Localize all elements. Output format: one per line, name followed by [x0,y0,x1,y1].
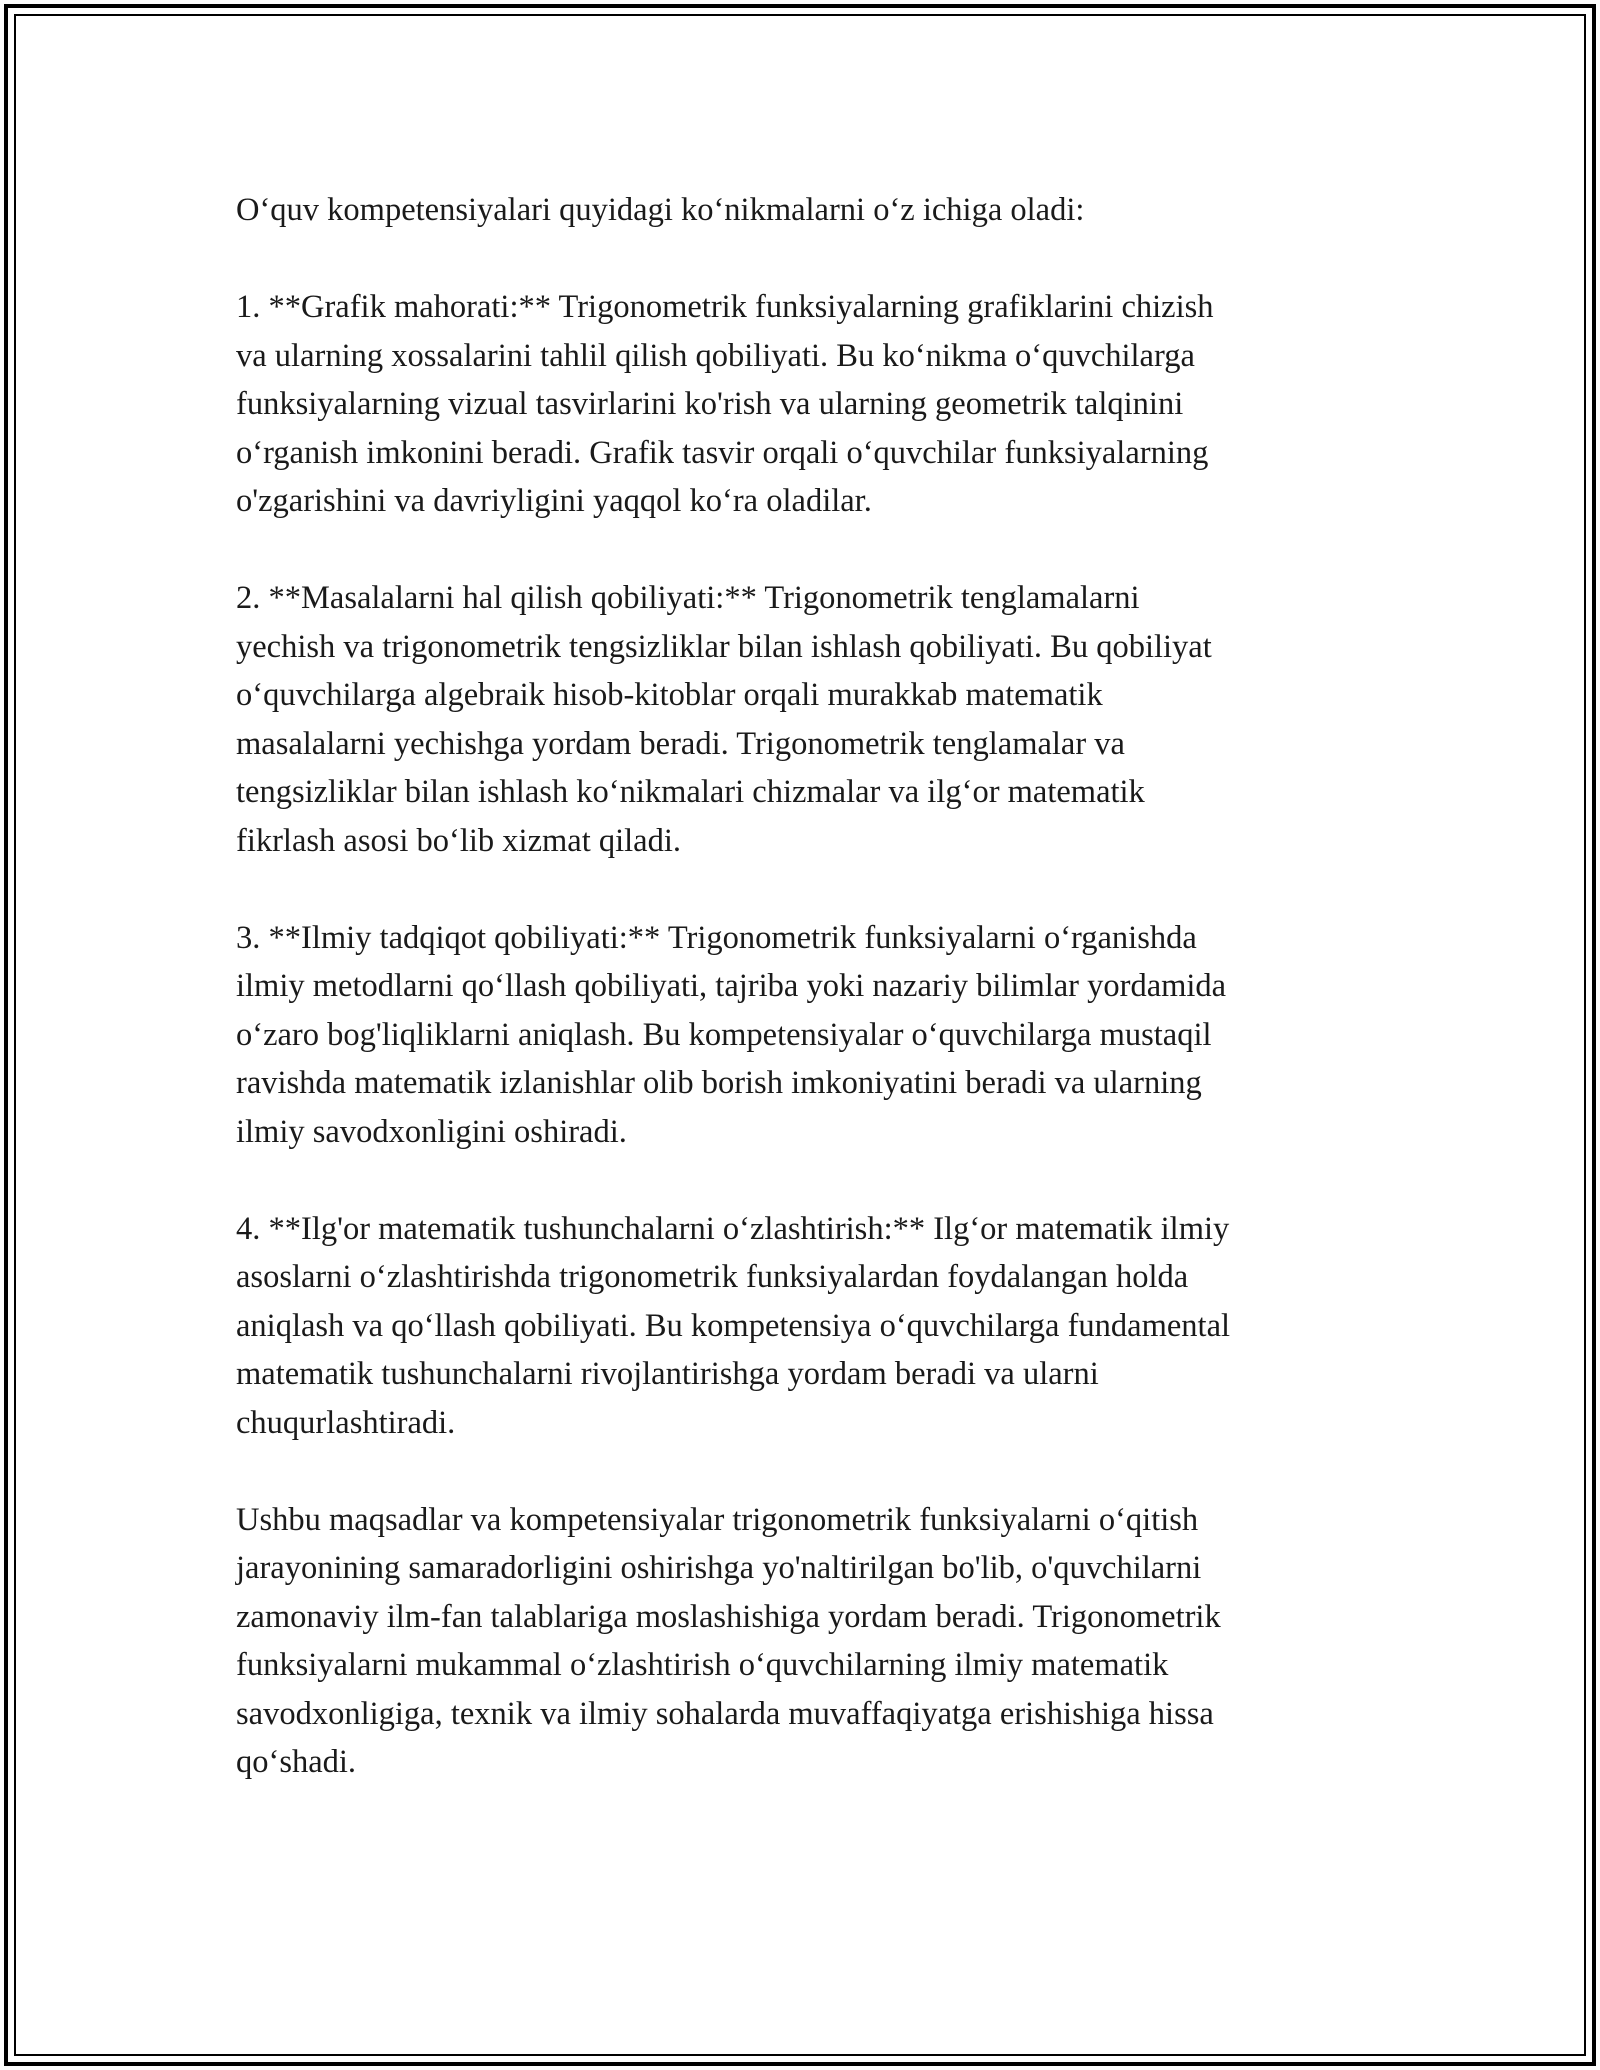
text-line: va ularning xossalarini tahlil qilish qobiliyati. Bu ko‘nikma o‘quvchilarga [236,337,1195,374]
text-line: ravishda matematik izlanishlar olib borish imkoniyatini beradi va ularning [236,1065,1202,1101]
text-line: tengsizliklar bilan ishlash ko‘nikmalari chizmalar va ilg‘or matematik [236,774,1145,810]
text-line: fikrlash asosi bo‘lib xizmat qiladi. [236,822,681,859]
text-line: yechish va trigonometrik tengsizliklar bilan ishlash qobiliyati. Bu qobiliyat [236,628,1212,665]
text-line: matematik tushunchalarni rivojlantirishga yordam beradi va ularni [236,1356,1099,1392]
text-line: asoslarni o‘zlashtirishda trigonometrik funksiyalardan foydalangan holda [236,1259,1189,1295]
text-line: 1. **Grafik mahorati:** Trigonometrik funksiyalarning grafiklarini chizish [236,289,1214,325]
text-line: aniqlash va qo‘llash qobiliyati. Bu kompetensiya o‘quvchilarga fundamental [236,1307,1231,1344]
item-1-paragraph [236,283,1366,526]
intro-paragraph [236,186,1366,235]
text-line: funksiyalarning vizual tasvirlarini ko'rish va ularning geometrik talqinini [236,386,1184,422]
text-line: o‘zaro bog'liqliklarni aniqlash. Bu kompetensiyalar o‘quvchilarga mustaqil [236,1016,1212,1053]
text-line: 3. **Ilmiy tadqiqot qobiliyati:** Trigonometrik funksiyalarni o‘rganishda [236,919,1197,956]
text-line: o‘rganish imkonini beradi. Grafik tasvir orqali o‘quvchilar funksiyalarning [236,434,1209,471]
item-4-paragraph [236,1205,1366,1448]
text-line: 4. **Ilg'or matematik tushunchalarni o‘zlashtirish:** Ilg‘or matematik ilmiy [236,1210,1230,1247]
item-2-paragraph [236,574,1366,865]
text-line: 2. **Masalalarni hal qilish qobiliyati:** Trigonometrik tenglamalarni [236,580,1140,616]
text-line: o‘quvchilarga algebraik hisob-kitoblar orqali murakkab matematik [236,677,1103,713]
text-line: ilmiy savodxonligini oshiradi. [236,1113,627,1150]
text-line: funksiyalarni mukammal o‘zlashtirish o‘quvchilarning ilmiy matematik [236,1647,1169,1683]
text-line: Ushbu maqsadlar va kompetensiyalar trigonometrik funksiyalarni o‘qitish [236,1501,1199,1538]
text-line: ilmiy metodlarni qo‘llash qobiliyati, tajriba yoki nazariy bilimlar yordamida [236,968,1227,1004]
intro-line: O‘quv kompetensiyalari quyidagi ko‘nikmalarni o‘z ichiga oladi: [236,192,1085,228]
text-line: zamonaviy ilm-fan talablariga moslashishiga yordam beradi. Trigonometrik [236,1598,1221,1635]
text-line: savodxonligiga, texnik va ilmiy sohalarda muvaffaqiyatga erishishiga hissa [236,1695,1214,1732]
text-line: o'zgarishini va davriyligini yaqqol ko‘ra oladilar. [236,483,872,519]
conclusion-paragraph [236,1496,1366,1787]
document-body [236,186,1366,1835]
item-3-paragraph [236,914,1366,1157]
text-line: chuqurlashtiradi. [236,1404,456,1441]
text-line: jarayonining samaradorligini oshirishga yo'naltirilgan bo'lib, o'quvchilarni [236,1550,1202,1586]
text-line: masalalarni yechishga yordam beradi. Trigonometrik tenglamalar va [236,725,1125,762]
text-line: qo‘shadi. [236,1744,357,1780]
